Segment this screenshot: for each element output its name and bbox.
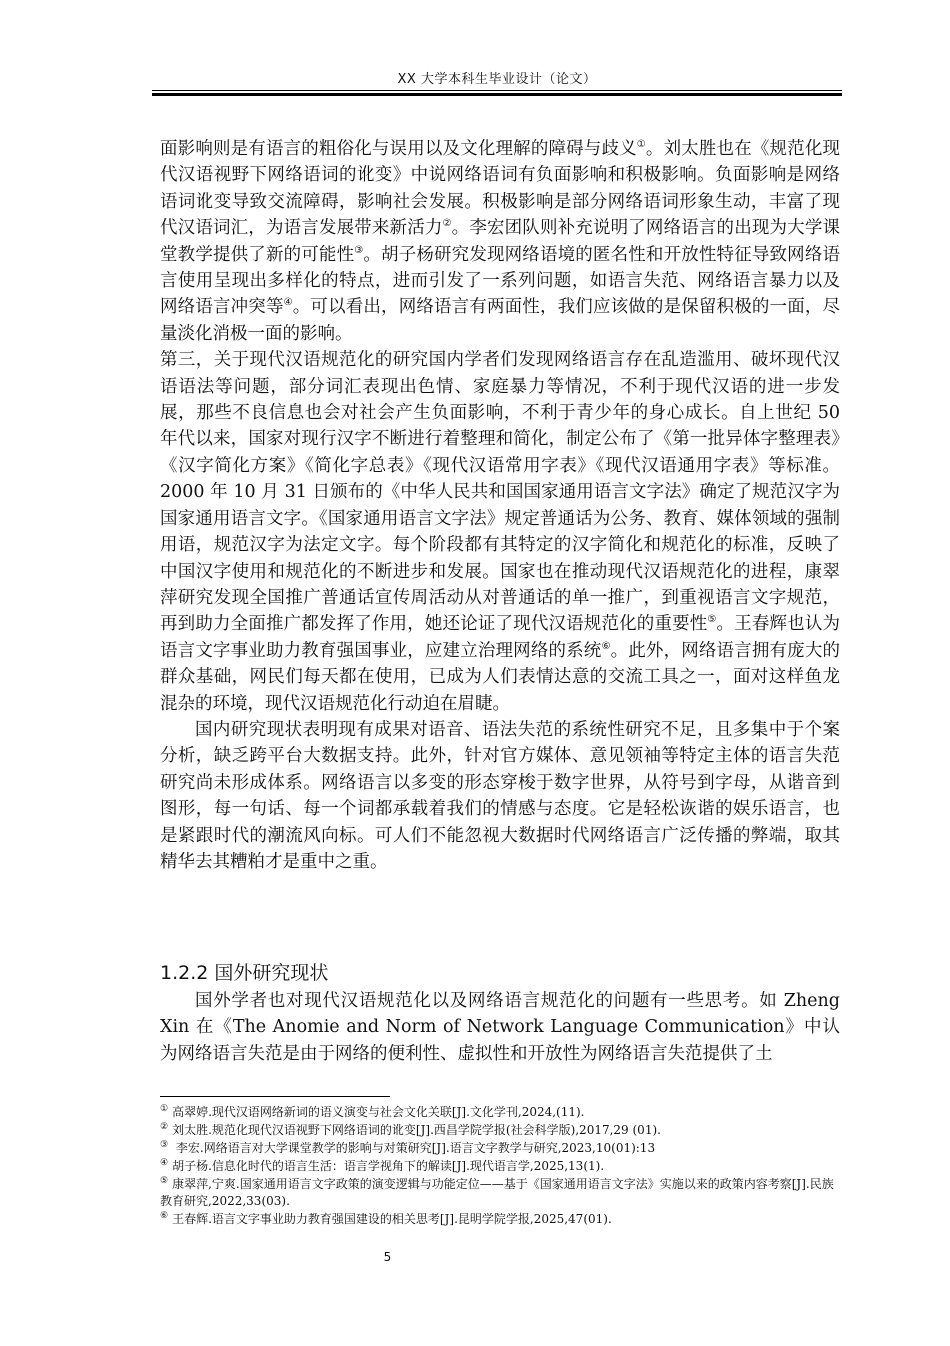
footnote-mark: ⑤ <box>160 1176 169 1186</box>
footnote-ref[interactable]: ① <box>636 139 646 151</box>
text-span: 。胡子杨研究发现网络语境的匿名性和开放性特征导致网络语言使用呈现出多样化的特点，进而引发了一系列问题，如语言失范、网络语言暴力以及网络语言冲突等 <box>160 244 840 318</box>
footnotes <box>160 1104 840 1229</box>
footnote-text: 刘太胜.规范化现代汉语视野下网络语词的讹变[J].西昌学院学报(社会科学版),2017,29 (01). <box>172 1123 661 1137</box>
text-span: 。可以看出，网络语言有两面性，我们应该做的是保留积极的一面，尽量淡化消极一面的影响。 <box>160 297 841 344</box>
footnote-mark: ④ <box>160 1158 169 1168</box>
text-span: 。王春辉也认为语言文字事业助力教育强国事业，应建立治理网络的系统 <box>160 614 840 661</box>
footnote-ref[interactable]: ⑥ <box>601 640 611 652</box>
footnote-text: 高翠婷.现代汉语网络新词的语义演变与社会文化关联[J].文化学刊,2024,(11). <box>172 1105 585 1119</box>
text-span: 。此外，网络语言拥有庞大的群众基础，网民们每天都在使用，已成为人们表情达意的交流工具之一，面对这样鱼龙混杂的环境，现代汉语规范化行动迫在眉睫。 <box>160 640 840 714</box>
page-header-title: XX 大学本科生毕业设计（论文） <box>397 72 597 87</box>
footnote-text: 胡子杨.信息化时代的语言生活：语言学视角下的解读[J].现代语言学,2025,13(1). <box>172 1159 605 1173</box>
footnote-ref[interactable]: ④ <box>283 297 293 309</box>
text-span: 面影响则是有语言的粗俗化与误用以及文化理解的障碍与歧义 <box>160 139 637 159</box>
header-rule-thin <box>152 90 842 91</box>
paragraph-1 <box>160 136 840 347</box>
section-heading: 1.2.2 国外研究现状 <box>160 962 329 984</box>
paragraph-4: 国外学者也对现代汉语规范化以及网络语言规范化的问题有一些思考。如 Zheng Xin 在《The Anomie and Norm of Network Language Communication》中认为网络语言失范是由于网络的便利性、虚拟性和开放性为网络语言失范提供了土 <box>160 991 840 1064</box>
footnote-item <box>160 1104 840 1121</box>
footnote-item <box>160 1176 840 1210</box>
paragraph-2 <box>160 347 840 717</box>
footnote-text: 李宏.网络语言对大学课堂教学的影响与对策研究[J].语言文字教学与研究,2023,10(01):13 <box>172 1141 656 1155</box>
main-text <box>160 136 840 875</box>
footnote-item <box>160 1158 840 1175</box>
footnote-ref[interactable]: ⑤ <box>707 614 717 626</box>
footnote-item <box>160 1211 840 1228</box>
text-span: 。李宏团队则补充说明了网络语言的出现为大学课堂教学提供了新的可能性 <box>160 218 841 265</box>
footnote-ref[interactable]: ③ <box>354 244 364 256</box>
paragraph-3: 国内研究现状表明现有成果对语音、语法失范的系统性研究不足，且多集中于个案分析，缺乏跨平台大数据支持。此外，针对官方媒体、意见领袖等特定主体的语言失范研究尚未形成体系。网络语言以多变的形态穿梭于数字世界，从符号到字母，从谐音到图形，每一句话、每一个词都承载着我们的情感与态度。它是轻松诙谐的娱乐语言，也是紧跟时代的潮流风向标。可人们不能忽视大数据时代网络语言广泛传播的弊端，取其精华去其糟粕才是重中之重。 <box>160 719 840 872</box>
footnote-mark: ① <box>160 1104 169 1114</box>
footnote-item <box>160 1140 840 1157</box>
text-span: 第三，关于现代汉语规范化的研究国内学者们发现网络语言存在乱造滥用、破坏现代汉语语法等问题，部分词汇表现出色情、家庭暴力等情况，不利于现代汉语的进一步发展，那些不良信息也会对社会产生负面影响，不利于青少年的身心成长。自上世纪 50 年代以来，国家对现行汉字不断进行着整理和简化，制定公布了《第一批异体字整理表》《汉字简化方案》《简化字总表》《现代汉语常用字表》《现代汉语通用字表》等标准。2000 年 10 月 31 日颁布的《中华人民共和国国家通用语言文字法》确定了规范汉字为国家通用语言文字。《国家通用语言文字法》规定普通话为公务、教育、媒体领域的强制用语，规范汉字为法定文字。每个阶段都有其特定的汉字简化和规范化的标准，反映了中国汉字使用和规范化的不断进步和发展。国家也在推动现代汉语规范化的进程，康翠萍研究发现全国推广普通话宣传周活动从对普通话的单一推广，到重视语言文字规范，再到助力全面推广都发挥了作用，她还论证了现代汉语规范化的重要性 <box>160 350 840 635</box>
footnote-mark: ② <box>160 1122 169 1132</box>
header-rule-thick <box>152 93 842 96</box>
footnote-mark: ⑥ <box>160 1211 169 1221</box>
page-number: 5 <box>383 1250 392 1264</box>
footnote-separator <box>160 1096 390 1097</box>
footnote-item <box>160 1122 840 1139</box>
text-span: 。刘太胜也在《规范化现代汉语视野下网络语词的讹变》中说网络语词有负面影响和积极影响。负面影响是网络语词讹变导致交流障碍，影响社会发展。积极影响是部分网络语词形象生动，丰富了现代汉语词汇，为语言发展带来新活力 <box>160 139 841 239</box>
footnote-mark: ③ <box>160 1140 169 1150</box>
section-text <box>160 988 840 1067</box>
footnote-ref[interactable]: ② <box>442 218 452 230</box>
footnote-text: 王春辉.语言文字事业助力教育强国建设的相关思考[J].昆明学院学报,2025,47(01). <box>172 1212 612 1226</box>
footnote-text: 康翠萍,宁爽.国家通用语言文字政策的演变逻辑与功能定位——基于《国家通用语言文字法》实施以来的政策内容考察[J].民族教育研究,2022,33(03). <box>160 1177 834 1208</box>
